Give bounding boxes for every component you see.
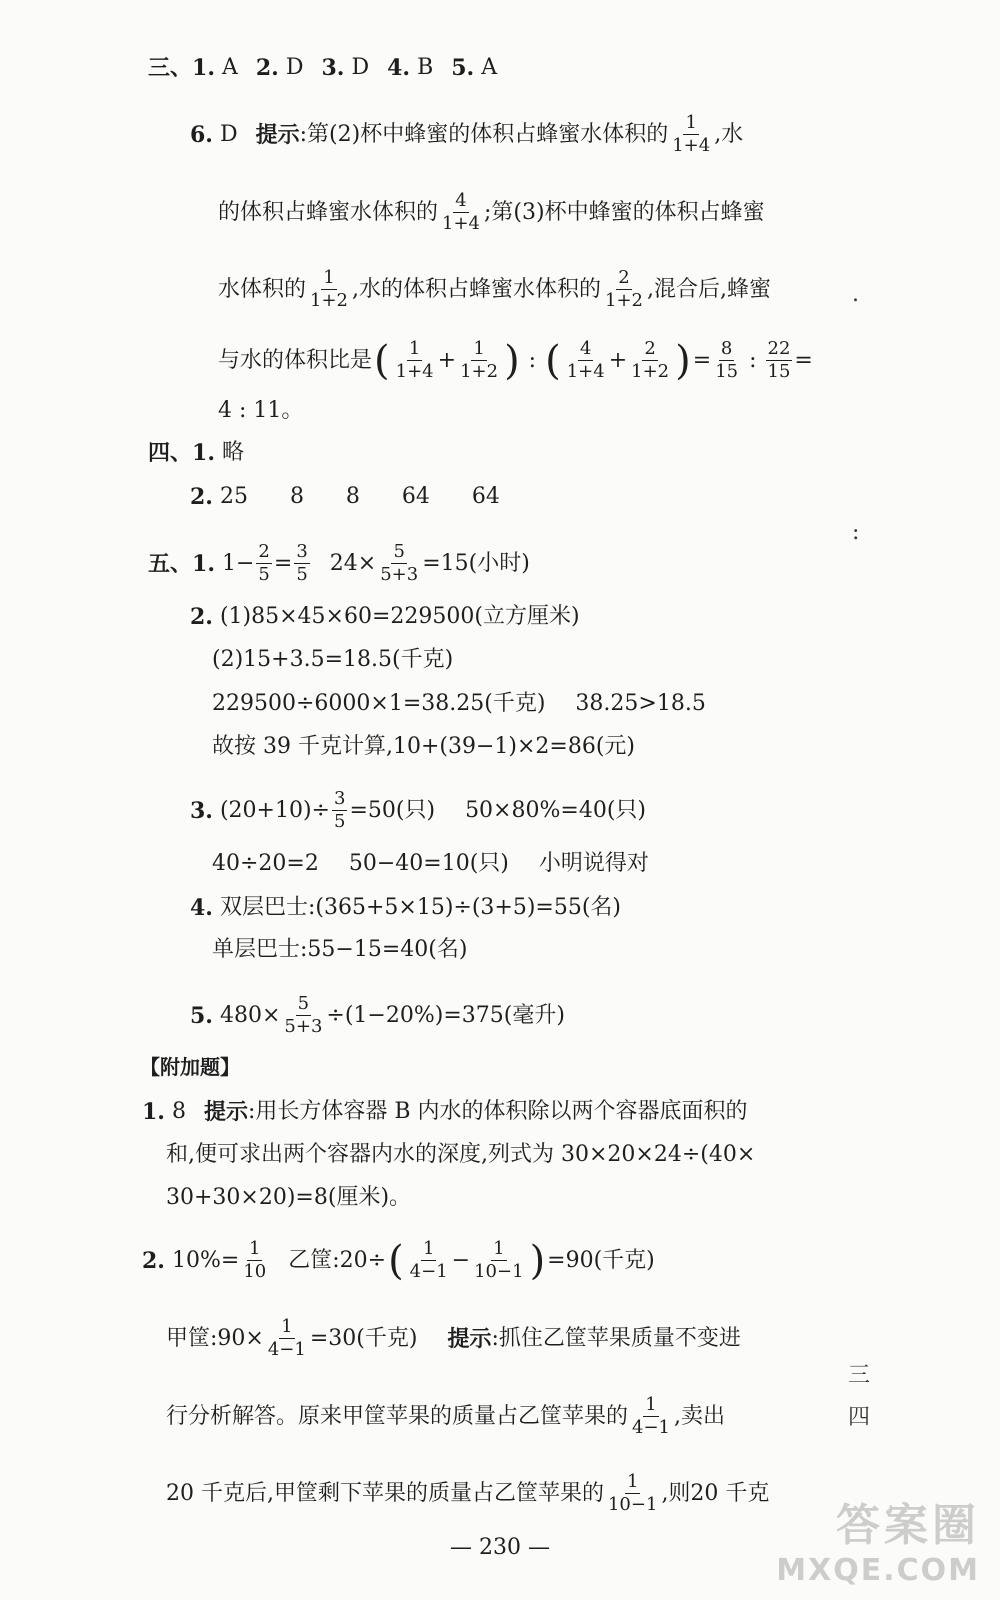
item-number: 2. xyxy=(190,484,213,510)
fraction: $\frac{3}{5}$ xyxy=(296,541,308,585)
section-5-item-4-line-1 xyxy=(190,893,621,923)
extra-q2-line-3 xyxy=(166,1394,725,1439)
expr-text: 单层巴士:55−15=40(名) xyxy=(212,937,468,962)
hint-label: 提示 xyxy=(255,121,300,148)
fraction: $\frac{5}{5+3}$ xyxy=(284,993,323,1037)
expr-text: =90(千克) xyxy=(547,1247,655,1273)
watermark-text: 答案圈 xyxy=(836,1500,980,1551)
hint-text: 水体积的 xyxy=(218,276,307,302)
extra-heading: 【附加题】 xyxy=(140,1055,240,1079)
fraction: $\frac{1}{1+4}$ xyxy=(672,112,711,156)
section-3-answers xyxy=(148,53,497,83)
left-paren: ( xyxy=(388,1237,404,1284)
item-number: 3. xyxy=(190,797,213,824)
expr-text: ÷(1−20%)=375(毫升) xyxy=(326,1002,565,1028)
fraction: $\frac{2}{1+2}$ xyxy=(631,338,670,382)
hint-text: 与水的体积比是 xyxy=(218,347,373,373)
hint-text: 20 千克后,甲筐剩下苹果的质量占乙筐苹果的 xyxy=(166,1480,604,1506)
extra-q1-line-3 xyxy=(166,1183,411,1213)
right-paren: ) xyxy=(675,337,691,384)
item-number: 1. xyxy=(142,1099,165,1125)
expr-text: 故按 39 千克计算,10+(39−1)×2=86(元) xyxy=(212,734,636,759)
answer-letter: D xyxy=(219,121,238,147)
section-5-item-2-line-4 xyxy=(212,732,635,762)
expr-text: (2)15+3.5=18.5(千克) xyxy=(212,647,454,672)
fraction: $\frac{1}{1+4}$ xyxy=(395,338,434,382)
margin-mark: 三 xyxy=(848,1363,871,1388)
margin-mark: . xyxy=(852,282,859,307)
right-paren: ) xyxy=(504,337,520,384)
section-3-heading: 三、 xyxy=(148,55,193,81)
hint-text: ;第(3)杯中蜂蜜的体积占蜂蜜 xyxy=(484,199,765,225)
hint-text: ,混合后,蜂蜜 xyxy=(647,276,772,302)
hint-text: :第(2)杯中蜂蜜的体积占蜂蜜水体积的 xyxy=(299,121,669,147)
item-number: 2. xyxy=(190,604,213,630)
ratio-result: 4 : 11。 xyxy=(218,398,304,423)
q6-line-1 xyxy=(190,112,743,157)
expr-text: 50×80%=40(只) xyxy=(465,797,646,823)
hint-text: 的体积占蜂蜜水体积的 xyxy=(218,199,439,225)
item-number: 4. xyxy=(190,895,213,921)
expr-text: (1)85×45×60=229500(立方厘米) xyxy=(219,604,580,629)
expr-text: 双层巴士:(365+5×15)÷(3+5)=55(名) xyxy=(219,895,622,920)
fraction: $\frac{1}{1+2}$ xyxy=(310,267,349,311)
item-number: 5. xyxy=(190,1002,213,1029)
q6-line-2 xyxy=(218,190,765,235)
expr-text: 229500÷6000×1=38.25(千克) xyxy=(212,691,546,716)
answer-letter: A xyxy=(221,55,238,80)
answer-letter: D xyxy=(351,55,370,80)
fraction: $\frac{2}{5}$ xyxy=(258,541,270,585)
extra-q2-line-1 xyxy=(142,1238,655,1283)
section-5-item-3-line-1 xyxy=(190,788,646,833)
item-number: 2. xyxy=(255,55,279,81)
section-5-item-2-line-3 xyxy=(212,689,706,719)
hint-label: 提示 xyxy=(447,1325,492,1352)
section-4-heading: 四、 xyxy=(148,440,193,466)
expr-text: 1− xyxy=(221,550,255,576)
expr-text: 38.25>18.5 xyxy=(575,691,706,716)
expr-text: 乙筐:20÷ xyxy=(288,1247,387,1273)
section-5-item-2-line-2 xyxy=(212,645,453,675)
fraction: $\frac{1}{10-1}$ xyxy=(607,1471,658,1515)
extra-q2-line-4 xyxy=(166,1471,769,1516)
section-4-item-2 xyxy=(190,482,500,512)
hint-text: ,卖出 xyxy=(674,1403,726,1429)
fraction: $\frac{5}{5+3}$ xyxy=(380,541,419,585)
hint-text: ,则20 千克 xyxy=(661,1480,770,1506)
plus-sign: + xyxy=(608,347,628,373)
fraction: $\frac{2}{1+2}$ xyxy=(605,267,644,311)
extra-q2-line-2 xyxy=(166,1316,741,1361)
fraction: $\frac{8}{15}$ xyxy=(715,338,739,382)
hint-text: ,水的体积占蜂蜜水体积的 xyxy=(352,276,602,302)
left-paren: ( xyxy=(545,337,561,384)
expr-text: 24× xyxy=(329,550,377,576)
minus-sign: − xyxy=(451,1247,471,1273)
expr-text: 小明说得对 xyxy=(538,851,649,876)
section-5-heading: 五、 xyxy=(148,550,193,577)
item-number: 5. xyxy=(451,55,475,81)
section-4-item-1 xyxy=(148,438,244,468)
item-number: 4. xyxy=(387,55,411,81)
equals-sign: = xyxy=(794,347,813,373)
hint-text: 和,便可求出两个容器内水的深度,列式为 30×20×24÷(40× xyxy=(166,1142,756,1167)
section-5-item-4-line-2 xyxy=(212,935,467,965)
expr-text: 10%= xyxy=(171,1247,240,1273)
margin-mark: 四 xyxy=(848,1405,871,1430)
hint-label: 提示 xyxy=(203,1099,248,1125)
section-5-item-3-line-2 xyxy=(212,849,649,879)
fraction: $\frac{22}{15}$ xyxy=(767,338,791,382)
item-number: 6. xyxy=(190,121,213,148)
watermark xyxy=(776,1489,980,1588)
expr-text: =15(小时) xyxy=(422,550,530,576)
expr-text: 50−40=10(只) xyxy=(348,851,509,876)
expr-text: (20+10)÷ xyxy=(219,797,330,823)
fraction: $\frac{4}{1+4}$ xyxy=(442,190,481,234)
q6-line-4 xyxy=(218,338,813,383)
answer-text: 25 8 8 64 64 xyxy=(219,484,500,509)
item-number: 1. xyxy=(192,55,215,81)
answer-letter: A xyxy=(481,55,498,80)
section-5-item-1 xyxy=(148,541,530,586)
section-5-item-5 xyxy=(190,993,565,1038)
section-5-item-2-line-1 xyxy=(190,602,580,632)
expr-text: 480× xyxy=(219,1002,281,1028)
answer-letter: D xyxy=(285,55,304,80)
hint-text: :抓住乙筐苹果质量不变进 xyxy=(491,1325,741,1351)
fraction: $\frac{1}{1+2}$ xyxy=(460,338,499,382)
hint-text: 行分析解答。原来甲筐苹果的质量占乙筐苹果的 xyxy=(166,1403,629,1429)
fraction: $\frac{1}{4-1}$ xyxy=(267,1316,306,1360)
fraction: $\frac{4}{1+4}$ xyxy=(566,338,605,382)
right-paren: ) xyxy=(529,1237,546,1284)
expr-text: 40÷20=2 xyxy=(212,851,319,876)
q6-line-3 xyxy=(218,267,771,312)
fraction: $\frac{1}{10-1}$ xyxy=(474,1238,524,1282)
item-number: 1. xyxy=(192,550,215,577)
fraction: $\frac{1}{4-1}$ xyxy=(632,1394,671,1438)
answer-text: 略 xyxy=(221,440,244,465)
page-number: — 230 — xyxy=(450,1535,550,1560)
left-paren: ( xyxy=(374,337,390,384)
watermark-url: MXQE.COM xyxy=(776,1553,980,1588)
item-number: 3. xyxy=(321,55,345,81)
extra-heading-line xyxy=(140,1052,240,1082)
fraction: $\frac{1}{10}$ xyxy=(243,1238,267,1282)
answer-text: 8 xyxy=(171,1099,186,1124)
expr-text: = xyxy=(273,550,293,576)
plus-sign: + xyxy=(437,347,457,373)
expr-text: 甲筐:90× xyxy=(166,1325,264,1351)
extra-q1-line-1 xyxy=(142,1097,748,1127)
expr-text: =50(只) xyxy=(349,797,436,823)
colon: : xyxy=(528,347,537,373)
hint-text: :用长方体容器 B 内水的体积除以两个容器底面积的 xyxy=(247,1099,748,1124)
q6-line-5 xyxy=(218,396,303,426)
hint-text: ,水 xyxy=(714,121,744,147)
item-number: 2. xyxy=(142,1247,165,1274)
colon: : xyxy=(749,347,757,373)
equals-sign: = xyxy=(692,347,712,373)
margin-mark: : xyxy=(852,520,860,545)
answer-letter: B xyxy=(417,55,434,80)
hint-text: 30+30×20)=8(厘米)。 xyxy=(166,1185,412,1210)
extra-q1-line-2 xyxy=(166,1140,755,1170)
expr-text: =30(千克) xyxy=(309,1325,418,1351)
fraction: $\frac{1}{4-1}$ xyxy=(409,1238,448,1282)
item-number: 1. xyxy=(192,440,215,466)
fraction: $\frac{3}{5}$ xyxy=(334,788,346,832)
